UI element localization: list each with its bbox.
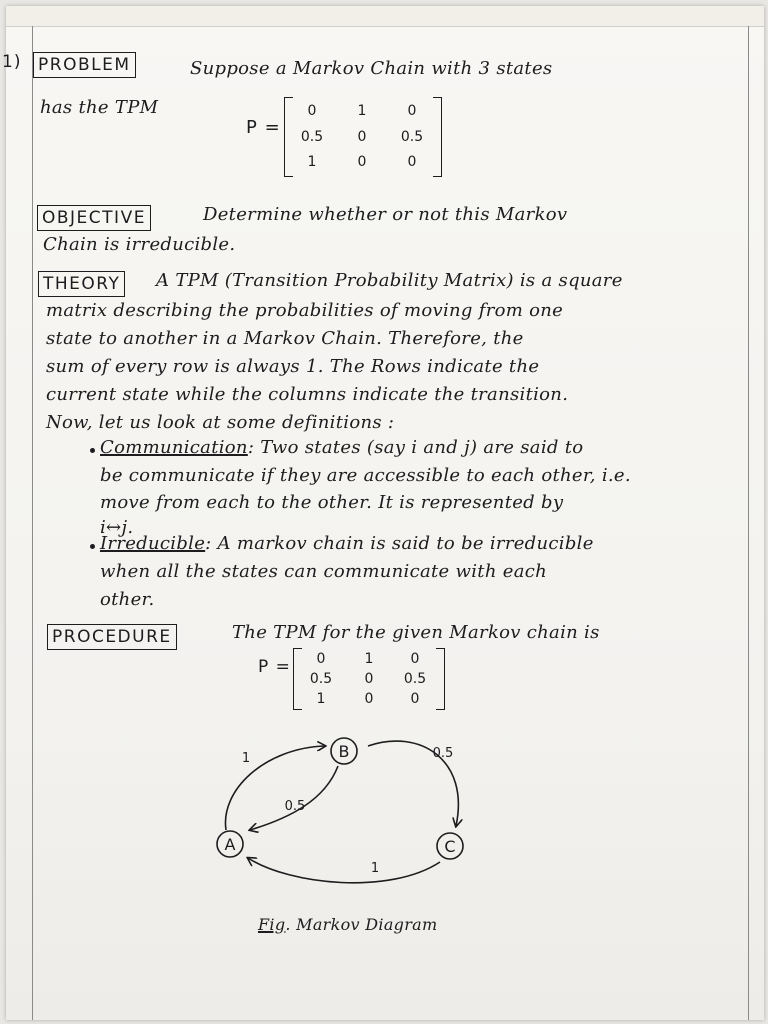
problem-matrix-cell: 0.5	[400, 129, 424, 145]
problem-matrix-cell: 0.5	[300, 129, 324, 145]
definition-term: Communication	[100, 437, 248, 458]
problem-matrix-cell: 1	[307, 154, 317, 170]
procedure-matrix-cell: 0.5	[309, 671, 333, 687]
node-label-b: B	[338, 742, 350, 761]
problem-matrix-cell: 0	[357, 129, 367, 145]
definition-text: : Two states (say i and j) are said to	[247, 437, 584, 458]
problem-number: 1)	[2, 52, 22, 72]
objective-text-line2: Chain is irreducible.	[43, 234, 236, 255]
edge-label-b-a: 0.5	[284, 799, 306, 814]
definition-line: move from each to the other. It is represented by	[100, 492, 564, 513]
problem-text-line2: has the TPM	[40, 97, 159, 118]
figure-caption	[258, 910, 437, 939]
procedure-matrix-cell: 0	[410, 651, 420, 667]
edge-a-to-b	[225, 746, 325, 830]
edge-label-c-a: 1	[370, 861, 380, 876]
definition-line: when all the states can communicate with each	[100, 561, 547, 582]
definition-line: other.	[100, 589, 155, 610]
theory-line: state to another in a Markov Chain. Therefore, the	[46, 328, 524, 349]
procedure-matrix-cell: 0	[410, 691, 420, 707]
theory-line: sum of every row is always 1. The Rows indicate the	[46, 356, 540, 377]
problem-matrix-cell: 0	[407, 154, 417, 170]
theory-line: A TPM (Transition Probability Matrix) is a square	[156, 270, 623, 291]
problem-p-label: P =	[246, 117, 281, 138]
problem-text-line1: Suppose a Markov Chain with 3 states	[190, 58, 553, 79]
node-label-c: C	[444, 837, 456, 856]
problem-matrix-cell: 0	[307, 103, 317, 119]
theory-line: current state while the columns indicate the transition.	[46, 384, 569, 405]
procedure-matrix-cell: 0	[316, 651, 326, 667]
procedure-p-label: P =	[258, 657, 291, 677]
procedure-label: PROCEDURE	[47, 624, 177, 650]
definition-line: i↔j.	[100, 517, 134, 538]
procedure-matrix-cell: 1	[316, 691, 326, 707]
definition-text: : A markov chain is said to be irreducible	[205, 533, 594, 554]
node-label-a: A	[224, 835, 236, 854]
objective-label: OBJECTIVE	[37, 205, 151, 231]
objective-text-line1: Determine whether or not this Markov	[203, 204, 568, 225]
problem-label: PROBLEM	[33, 52, 136, 78]
problem-matrix-cell: 1	[357, 103, 367, 119]
edge-label-b-c: 0.5	[432, 746, 454, 761]
procedure-matrix-cell: 0.5	[403, 671, 427, 687]
problem-matrix-cell: 0	[357, 154, 367, 170]
procedure-matrix-cell: 0	[364, 691, 374, 707]
edge-label-a-b: 1	[241, 751, 251, 766]
edge-b-to-a	[250, 766, 338, 830]
procedure-matrix-cell: 0	[364, 671, 374, 687]
edge-c-to-a	[248, 858, 440, 883]
definition-term: Irreducible	[100, 533, 206, 554]
definition-line: be communicate if they are accessible to each other, i.e.	[100, 465, 631, 486]
theory-line: Now, let us look at some definitions :	[46, 412, 395, 433]
procedure-text-line1: The TPM for the given Markov chain is	[232, 622, 600, 643]
procedure-matrix-cell: 1	[364, 651, 374, 667]
theory-label: THEORY	[38, 271, 125, 297]
figure-caption-text: . Markov Diagram	[285, 915, 438, 934]
figure-caption-prefix: Fig	[258, 915, 286, 934]
problem-matrix-cell: 0	[407, 103, 417, 119]
theory-line: matrix describing the probabilities of moving from one	[46, 300, 564, 321]
